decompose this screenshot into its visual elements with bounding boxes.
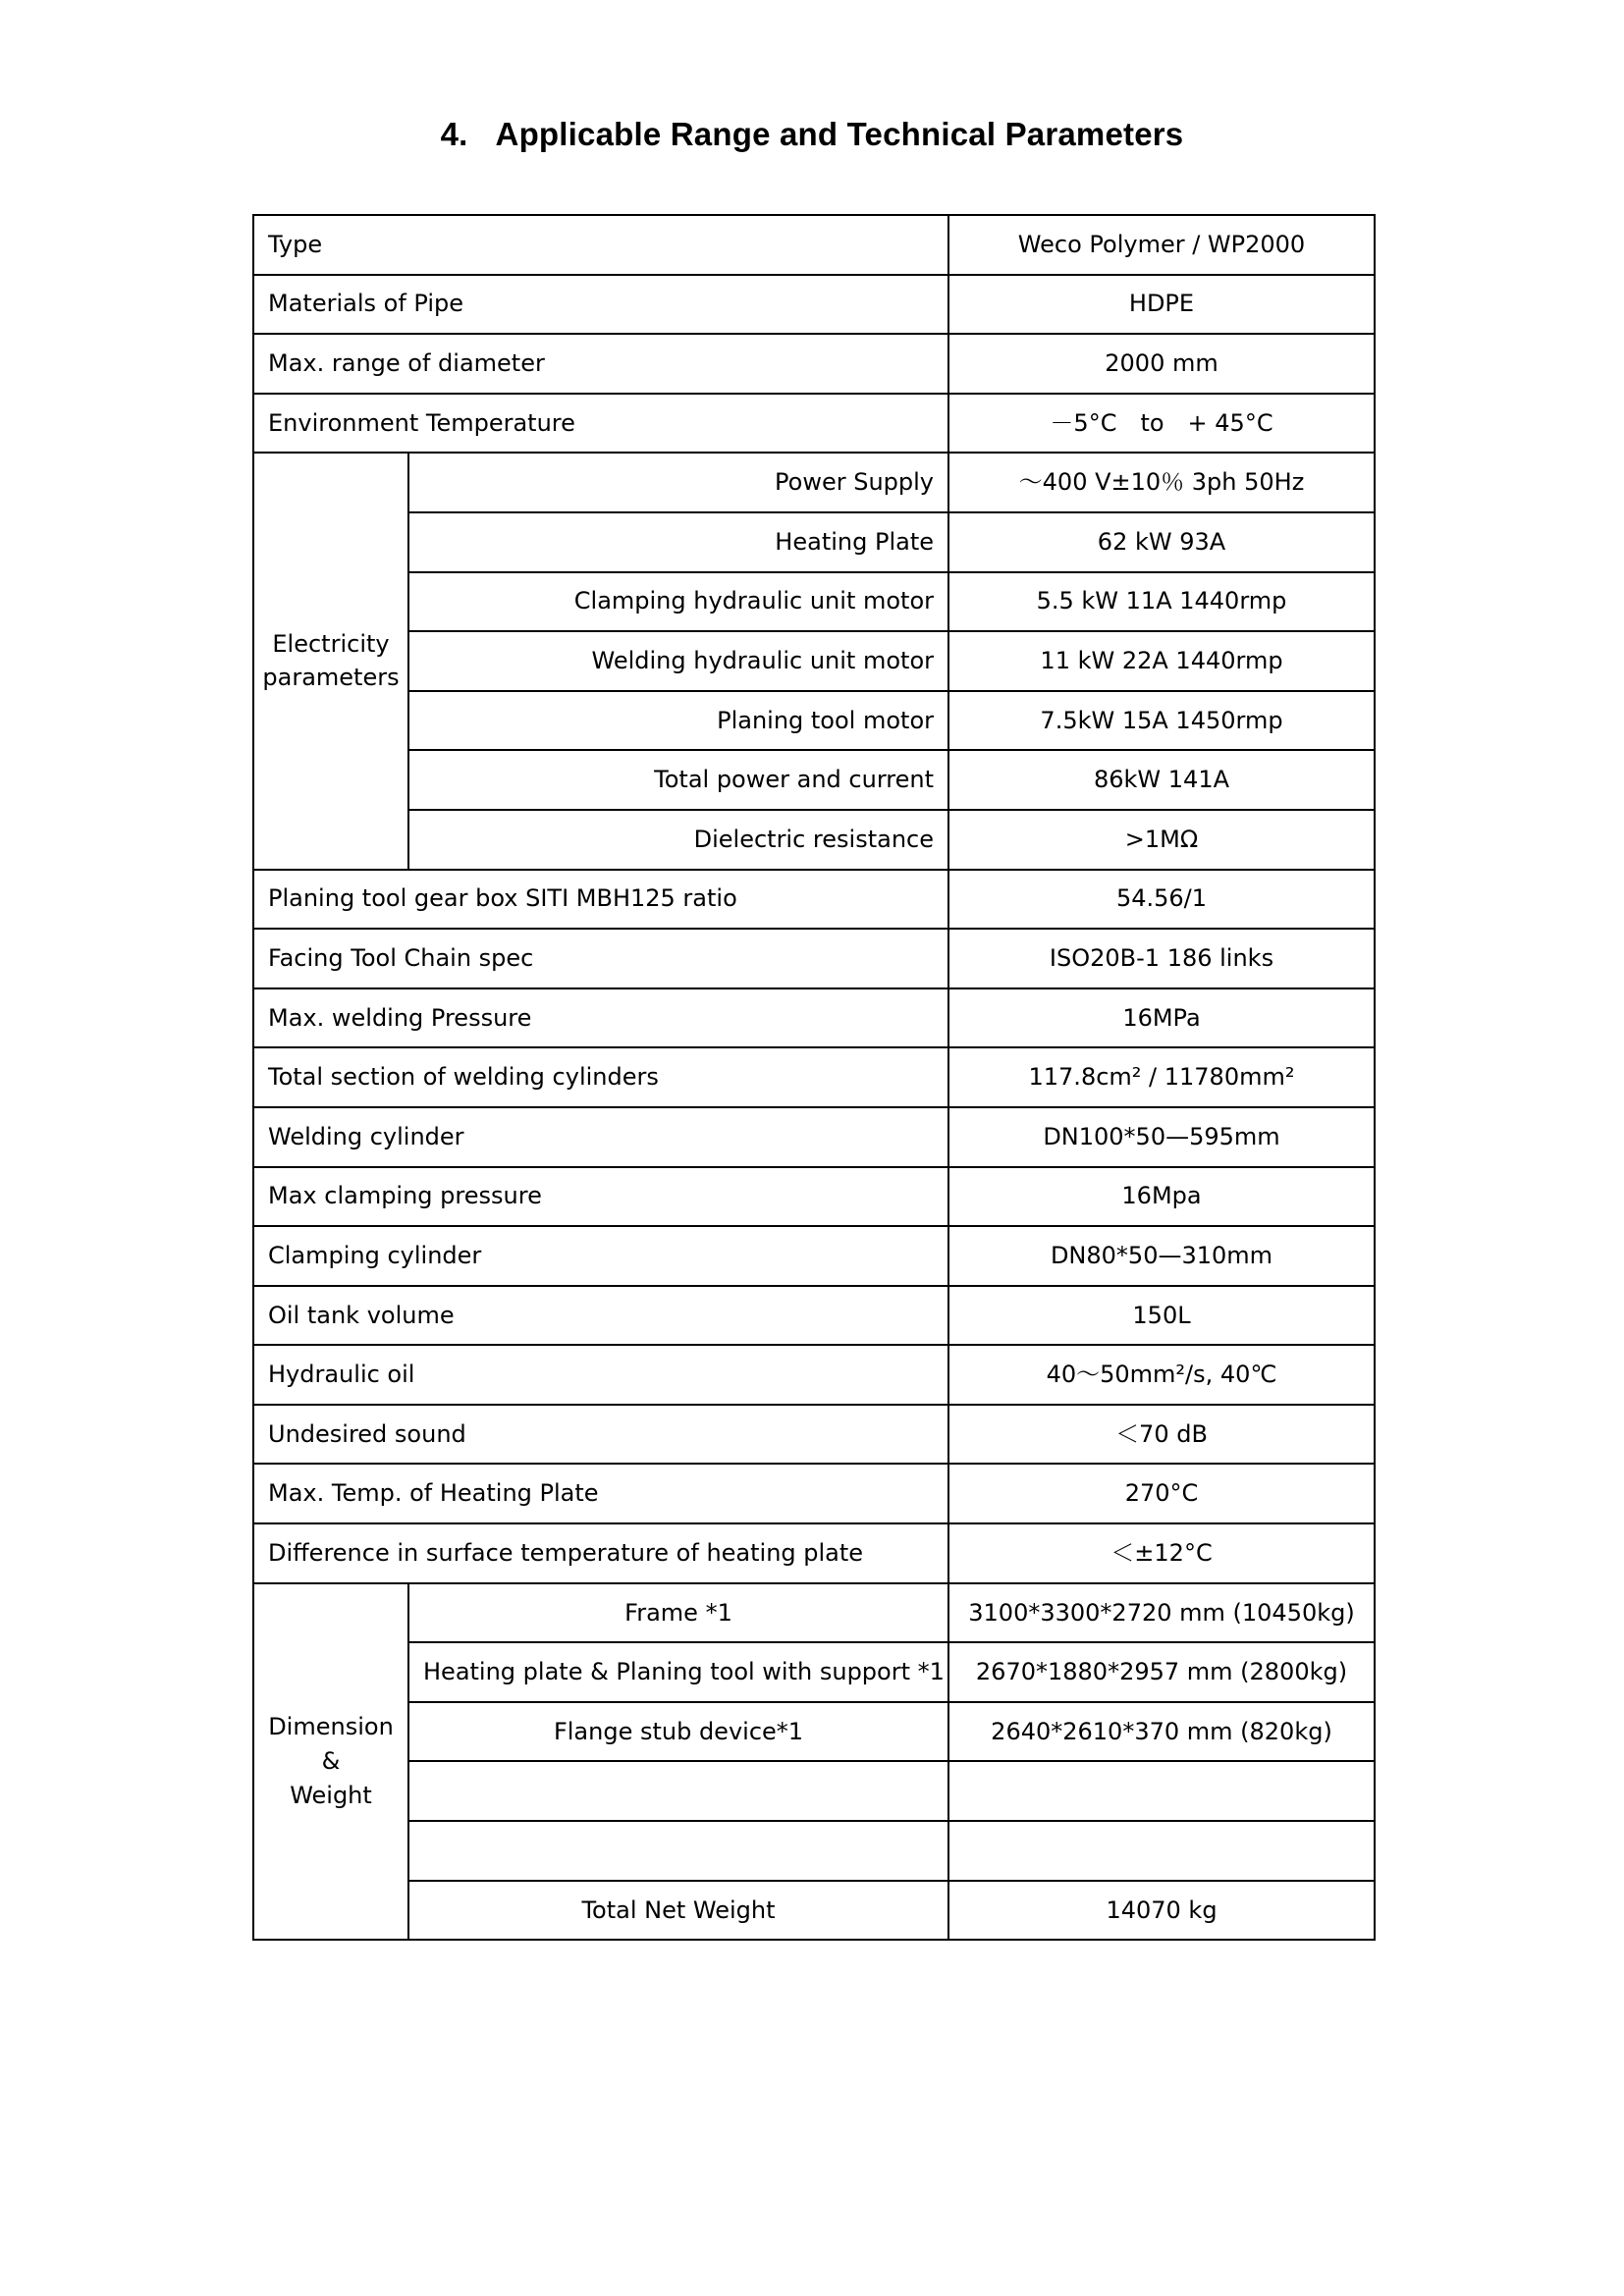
- row-value: 86kW 141A: [948, 750, 1375, 810]
- row-label: Type: [253, 215, 948, 275]
- table-row: [253, 870, 1375, 930]
- row-label: Heating Plate: [408, 512, 948, 572]
- row-label: Materials of Pipe: [253, 275, 948, 335]
- table-row: [253, 1464, 1375, 1523]
- table-row: [253, 1702, 1375, 1762]
- technical-parameters-table: [252, 214, 1376, 1941]
- row-label: Planing tool motor: [408, 691, 948, 751]
- row-label: Total Net Weight: [408, 1881, 948, 1941]
- row-value: ＜70 dB: [948, 1405, 1375, 1465]
- table-row: [253, 1107, 1375, 1167]
- table-row: [253, 929, 1375, 988]
- table-row: [253, 453, 1375, 512]
- table-row: [253, 1821, 1375, 1881]
- row-label: Total power and current: [408, 750, 948, 810]
- row-value: HDPE: [948, 275, 1375, 335]
- row-value: 3100*3300*2720 mm (10450kg): [948, 1583, 1375, 1643]
- table-row: [253, 1523, 1375, 1583]
- electricity-group-label: Electricity parameters: [253, 453, 408, 869]
- row-value: 40～50mm²/s, 40℃: [948, 1345, 1375, 1405]
- table-row: [253, 1642, 1375, 1702]
- row-label: Clamping hydraulic unit motor: [408, 572, 948, 632]
- row-label-empty: [408, 1761, 948, 1821]
- table-row: [253, 1405, 1375, 1465]
- row-value: －5°C to + 45°C: [948, 394, 1375, 454]
- table-row: [253, 1761, 1375, 1821]
- table-row: [253, 215, 1375, 275]
- row-value-empty: [948, 1761, 1375, 1821]
- row-value: 16MPa: [948, 988, 1375, 1048]
- row-label: Clamping cylinder: [253, 1226, 948, 1286]
- row-value: 54.56/1: [948, 870, 1375, 930]
- row-label: Oil tank volume: [253, 1286, 948, 1346]
- row-value: 2670*1880*2957 mm (2800kg): [948, 1642, 1375, 1702]
- row-label: Max. welding Pressure: [253, 988, 948, 1048]
- row-label: Dielectric resistance: [408, 810, 948, 870]
- row-label: Environment Temperature: [253, 394, 948, 454]
- row-value: >1MΩ: [948, 810, 1375, 870]
- row-label: Max. range of diameter: [253, 334, 948, 394]
- row-label: Planing tool gear box SITI MBH125 ratio: [253, 870, 948, 930]
- table-row: [253, 275, 1375, 335]
- table-row: [253, 1583, 1375, 1643]
- row-value: 11 kW 22A 1440rmp: [948, 631, 1375, 691]
- table-row: [253, 691, 1375, 751]
- row-label: Max. Temp. of Heating Plate: [253, 1464, 948, 1523]
- row-value: 117.8cm² / 11780mm²: [948, 1047, 1375, 1107]
- table-row: [253, 1286, 1375, 1346]
- row-label: Welding hydraulic unit motor: [408, 631, 948, 691]
- table-row: [253, 334, 1375, 394]
- row-label: Facing Tool Chain spec: [253, 929, 948, 988]
- row-value-empty: [948, 1821, 1375, 1881]
- row-label: Max clamping pressure: [253, 1167, 948, 1227]
- row-label: Heating plate & Planing tool with support *1: [408, 1642, 948, 1702]
- section-title-text: Applicable Range and Technical Parameters: [495, 116, 1184, 152]
- table-row: [253, 512, 1375, 572]
- row-label: Difference in surface temperature of heating plate: [253, 1523, 948, 1583]
- table-row: [253, 572, 1375, 632]
- row-value: 14070 kg: [948, 1881, 1375, 1941]
- page-title: [0, 116, 1624, 153]
- table-row: [253, 750, 1375, 810]
- row-label: Total section of welding cylinders: [253, 1047, 948, 1107]
- row-label-empty: [408, 1821, 948, 1881]
- table-row: [253, 631, 1375, 691]
- row-value: 16Mpa: [948, 1167, 1375, 1227]
- table-row: [253, 1047, 1375, 1107]
- row-value: ～400 V±10％ 3ph 50Hz: [948, 453, 1375, 512]
- row-value: DN100*50—595mm: [948, 1107, 1375, 1167]
- row-label: Frame *1: [408, 1583, 948, 1643]
- row-value: 270°C: [948, 1464, 1375, 1523]
- table-row: [253, 394, 1375, 454]
- row-value: 5.5 kW 11A 1440rmp: [948, 572, 1375, 632]
- row-label: Undesired sound: [253, 1405, 948, 1465]
- row-value: 62 kW 93A: [948, 512, 1375, 572]
- table-row: [253, 1226, 1375, 1286]
- row-label: Welding cylinder: [253, 1107, 948, 1167]
- row-value: 150L: [948, 1286, 1375, 1346]
- row-value: 2640*2610*370 mm (820kg): [948, 1702, 1375, 1762]
- table-row: [253, 1345, 1375, 1405]
- table-row: [253, 1167, 1375, 1227]
- dimension-weight-group-label: Dimension & Weight: [253, 1583, 408, 1941]
- table-row: [253, 1881, 1375, 1941]
- table-row: [253, 810, 1375, 870]
- row-value: 2000 mm: [948, 334, 1375, 394]
- row-value: Weco Polymer / WP2000: [948, 215, 1375, 275]
- row-value: DN80*50—310mm: [948, 1226, 1375, 1286]
- row-label: Flange stub device*1: [408, 1702, 948, 1762]
- row-label: Power Supply: [408, 453, 948, 512]
- row-value: ISO20B-1 186 links: [948, 929, 1375, 988]
- row-value: 7.5kW 15A 1450rmp: [948, 691, 1375, 751]
- row-label: Hydraulic oil: [253, 1345, 948, 1405]
- row-value: ＜±12°C: [948, 1523, 1375, 1583]
- section-number: 4.: [440, 116, 468, 152]
- table-row: [253, 988, 1375, 1048]
